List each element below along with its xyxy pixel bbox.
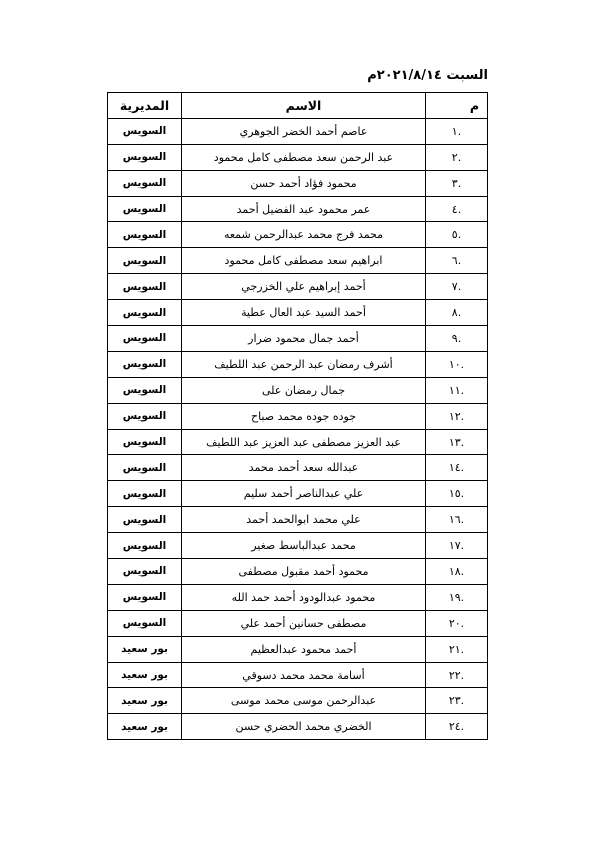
row-name: محمد فرج محمد عبدالرحمن شمعه: [182, 222, 426, 248]
row-name: مصطفى حسانين أحمد علي: [182, 610, 426, 636]
row-name: جمال رمضان على: [182, 377, 426, 403]
row-name: عبد العزيز مصطفى عبد العزيز عبد اللطيف: [182, 429, 426, 455]
row-number: .١٦: [426, 507, 488, 533]
table-row: [108, 274, 488, 300]
table-row: [108, 170, 488, 196]
row-number: .٢: [426, 144, 488, 170]
table-row: [108, 584, 488, 610]
row-directorate: السويس: [108, 481, 182, 507]
header-name: الاسم: [182, 93, 426, 119]
page-title: السبت ٢٠٢١/٨/١٤م: [367, 68, 488, 83]
row-number: .١٨: [426, 559, 488, 585]
row-number: .١٤: [426, 455, 488, 481]
table-row: [108, 326, 488, 352]
table-header-row: [108, 93, 488, 119]
row-directorate: السويس: [108, 300, 182, 326]
table-row: [108, 196, 488, 222]
row-directorate: السويس: [108, 533, 182, 559]
row-number: .٢٢: [426, 662, 488, 688]
row-number: .٢٤: [426, 714, 488, 740]
row-name: علي عبدالناصر أحمد سليم: [182, 481, 426, 507]
row-number: .٣: [426, 170, 488, 196]
table-row: [108, 507, 488, 533]
header-directorate: المديرية: [108, 93, 182, 119]
row-directorate: السويس: [108, 326, 182, 352]
table-row: [108, 351, 488, 377]
table-row: [108, 455, 488, 481]
row-name: عبدالله سعد أحمد محمد: [182, 455, 426, 481]
row-directorate: السويس: [108, 429, 182, 455]
row-number: .٨: [426, 300, 488, 326]
header-number: م: [426, 93, 488, 119]
row-name: محمود أحمد مقبول مصطفى: [182, 559, 426, 585]
table-row: [108, 533, 488, 559]
row-number: .٢١: [426, 636, 488, 662]
table-row: [108, 481, 488, 507]
row-number: .٥: [426, 222, 488, 248]
row-name: عبدالرحمن موسى محمد موسى: [182, 688, 426, 714]
table-row: [108, 144, 488, 170]
row-number: .٢٣: [426, 688, 488, 714]
row-number: .١٠: [426, 351, 488, 377]
row-directorate: السويس: [108, 610, 182, 636]
row-directorate: السويس: [108, 584, 182, 610]
row-directorate: السويس: [108, 248, 182, 274]
row-directorate: السويس: [108, 118, 182, 144]
row-number: .١١: [426, 377, 488, 403]
row-directorate: السويس: [108, 559, 182, 585]
row-number: .٩: [426, 326, 488, 352]
table-row: [108, 688, 488, 714]
table-row: [108, 222, 488, 248]
row-number: .٤: [426, 196, 488, 222]
row-number: .١٥: [426, 481, 488, 507]
row-name: أحمد جمال محمود ضرار: [182, 326, 426, 352]
row-directorate: السويس: [108, 507, 182, 533]
row-name: الخضري محمد الحضري حسن: [182, 714, 426, 740]
row-name: عمر محمود عبد الفضيل أحمد: [182, 196, 426, 222]
row-directorate: بور سعيد: [108, 662, 182, 688]
row-number: .١٣: [426, 429, 488, 455]
table-row: [108, 662, 488, 688]
row-name: أسامة محمد محمد دسوقي: [182, 662, 426, 688]
row-number: .١٩: [426, 584, 488, 610]
row-name: محمد عبدالباسط صغير: [182, 533, 426, 559]
row-directorate: السويس: [108, 377, 182, 403]
row-number: .٧: [426, 274, 488, 300]
row-directorate: بور سعيد: [108, 636, 182, 662]
row-number: .١٢: [426, 403, 488, 429]
row-directorate: السويس: [108, 351, 182, 377]
table-row: [108, 559, 488, 585]
row-name: أحمد محمود عبدالعظيم: [182, 636, 426, 662]
table-row: [108, 300, 488, 326]
row-name: أحمد السيد عبد العال عطية: [182, 300, 426, 326]
table-row: [108, 610, 488, 636]
row-name: أحمد إبراهيم علي الخزرجي: [182, 274, 426, 300]
row-directorate: السويس: [108, 274, 182, 300]
table-row: [108, 636, 488, 662]
row-name: محمود فؤاد أحمد حسن: [182, 170, 426, 196]
row-directorate: السويس: [108, 144, 182, 170]
row-name: عبد الرحمن سعد مصطفى كامل محمود: [182, 144, 426, 170]
row-name: عاصم أحمد الخضر الجوهري: [182, 118, 426, 144]
row-number: .١: [426, 118, 488, 144]
row-directorate: السويس: [108, 196, 182, 222]
row-directorate: السويس: [108, 455, 182, 481]
row-directorate: السويس: [108, 170, 182, 196]
row-name: علي محمد ابوالحمد أحمد: [182, 507, 426, 533]
table-row: [108, 118, 488, 144]
table-row: [108, 403, 488, 429]
table-row: [108, 429, 488, 455]
row-number: .٦: [426, 248, 488, 274]
row-name: محمود عبدالودود أحمد حمد الله: [182, 584, 426, 610]
row-name: أشرف رمضان عبد الرحمن عبد اللطيف: [182, 351, 426, 377]
row-number: .٢٠: [426, 610, 488, 636]
row-directorate: بور سعيد: [108, 714, 182, 740]
table-row: [108, 377, 488, 403]
row-number: .١٧: [426, 533, 488, 559]
row-name: جوده جوده محمد صباح: [182, 403, 426, 429]
row-name: ابراهيم سعد مصطفى كامل محمود: [182, 248, 426, 274]
table-row: [108, 248, 488, 274]
row-directorate: السويس: [108, 222, 182, 248]
row-directorate: بور سعيد: [108, 688, 182, 714]
row-directorate: السويس: [108, 403, 182, 429]
table-row: [108, 714, 488, 740]
names-table: [107, 92, 488, 740]
